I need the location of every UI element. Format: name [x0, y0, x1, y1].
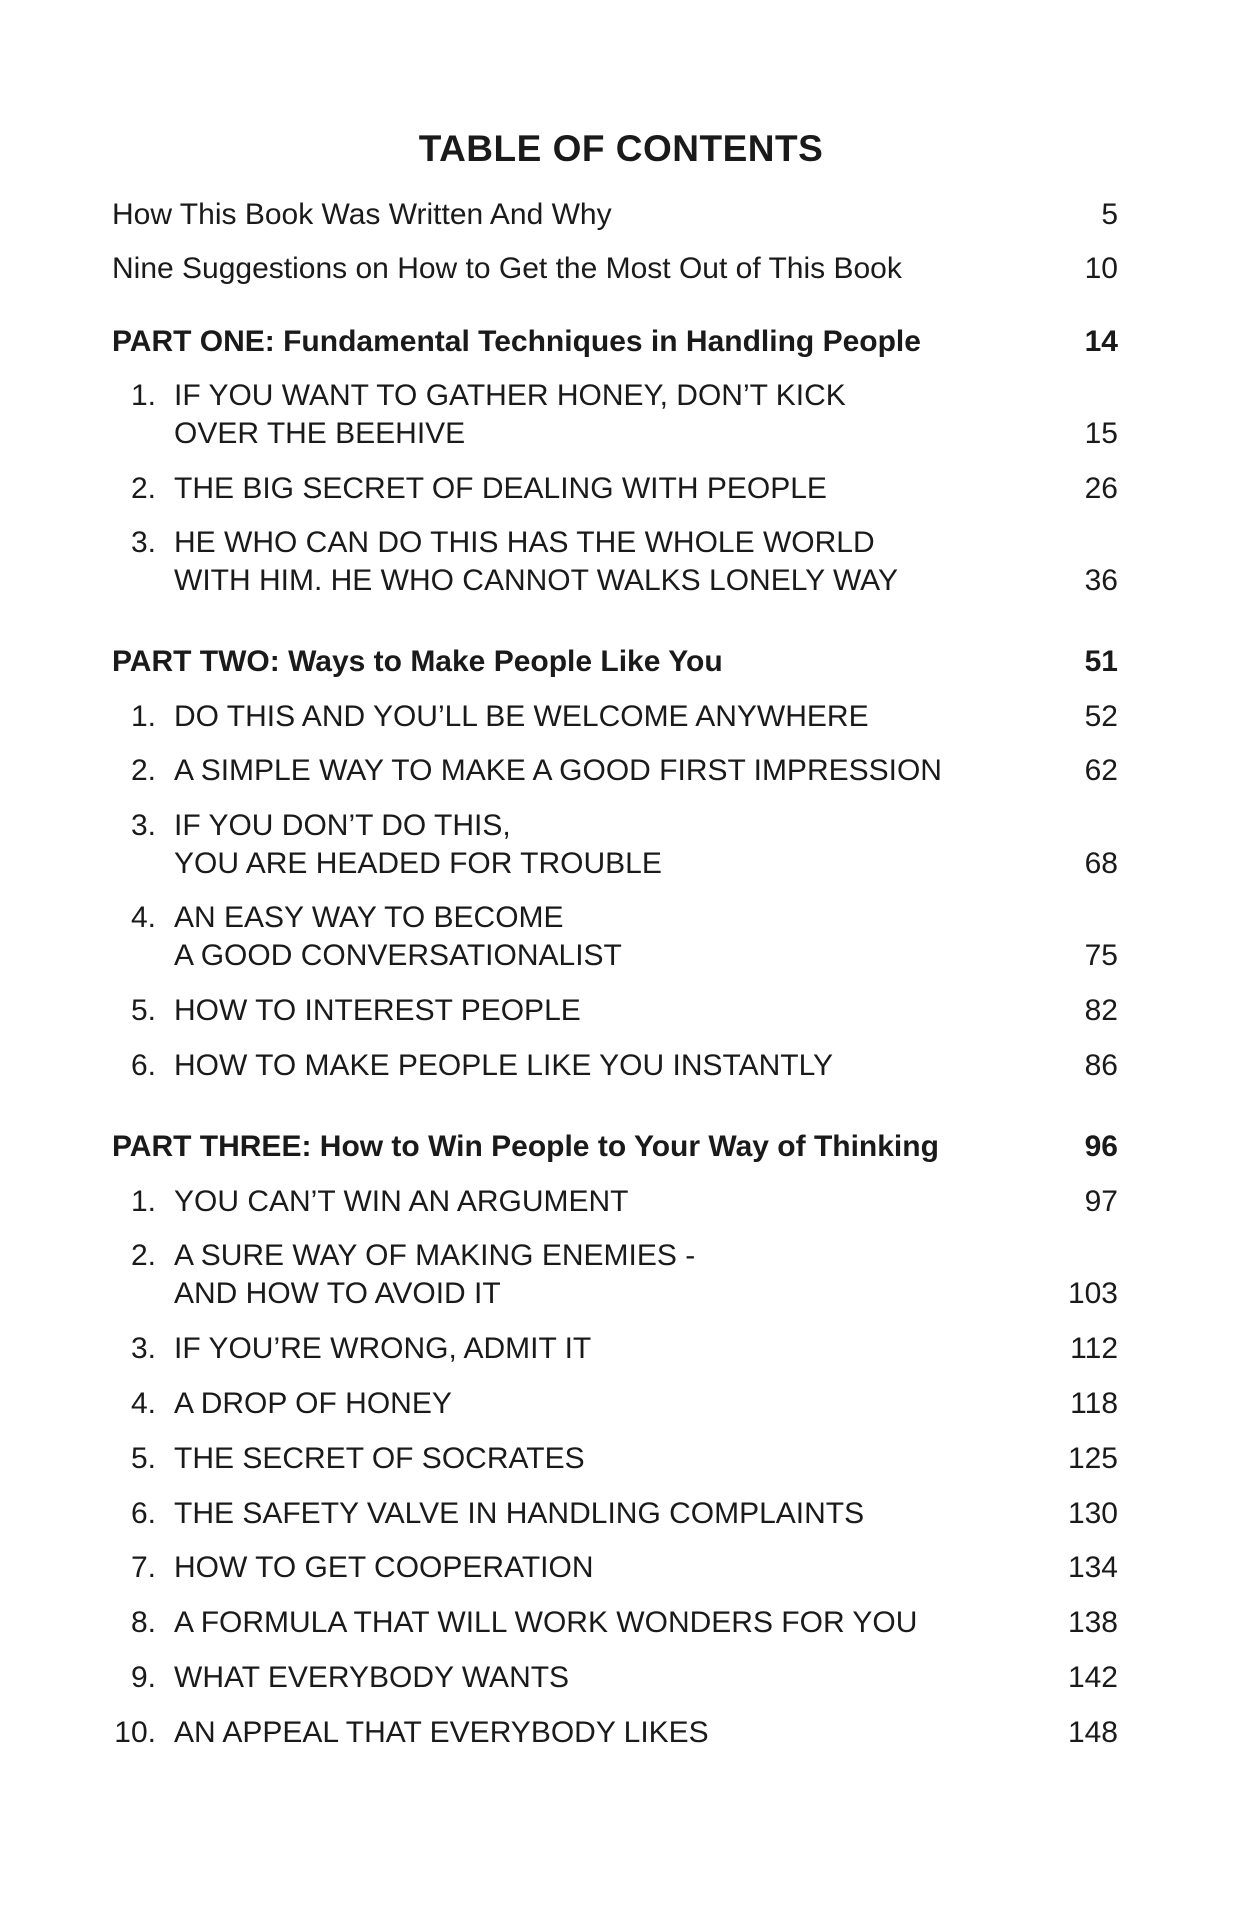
chapter-title-line2: AND HOW TO AVOID IT — [174, 1277, 501, 1310]
toc-chapter[interactable] — [112, 470, 1118, 508]
entry-page: 10 — [1084, 252, 1118, 285]
chapter-number: 8. — [130, 1606, 156, 1639]
toc-chapter[interactable] — [112, 1549, 1118, 1587]
chapter-title: IF YOU WANT TO GATHER HONEY, DON’T KICK — [174, 379, 846, 412]
chapter-title: HOW TO MAKE PEOPLE LIKE YOU INSTANTLY — [174, 1049, 834, 1082]
chapter-number: 3. — [130, 1332, 156, 1365]
chapter-title: A DROP OF HONEY — [174, 1387, 452, 1420]
chapter-page: 52 — [1084, 700, 1118, 733]
chapter-page: 82 — [1084, 994, 1118, 1027]
chapter-number: 1. — [130, 379, 156, 412]
part-label: PART TWO: Ways to Make People Like You — [112, 645, 723, 678]
chapter-page: 130 — [1067, 1497, 1118, 1530]
entry-label: How This Book Was Written And Why — [112, 198, 612, 231]
toc-chapter[interactable] — [112, 1495, 1118, 1533]
toc-chapter[interactable] — [112, 1183, 1118, 1221]
toc-chapter[interactable] — [112, 1385, 1118, 1423]
chapter-page: 118 — [1070, 1387, 1118, 1420]
chapter-page: 134 — [1067, 1551, 1118, 1584]
chapter-number: 3. — [130, 809, 156, 842]
entry-label: Nine Suggestions on How to Get the Most Out of This Book — [112, 252, 902, 285]
chapter-title: WHAT EVERYBODY WANTS — [174, 1661, 570, 1694]
toc-part-two[interactable] — [112, 643, 1118, 681]
toc-chapter[interactable] — [112, 1604, 1118, 1642]
toc-chapter[interactable] — [112, 377, 1118, 453]
chapter-title-line2: OVER THE BEEHIVE — [174, 417, 466, 450]
chapter-title: HE WHO CAN DO THIS HAS THE WHOLE WORLD — [174, 526, 875, 559]
chapter-number: 2. — [130, 1239, 156, 1272]
toc-chapter[interactable] — [112, 1659, 1118, 1697]
chapter-title: YOU CAN’T WIN AN ARGUMENT — [174, 1185, 629, 1218]
chapter-page: 36 — [1084, 564, 1118, 597]
toc-chapter[interactable] — [112, 524, 1118, 600]
part-label: PART ONE: Fundamental Techniques in Handling People — [112, 325, 921, 358]
toc-chapter[interactable] — [112, 1237, 1118, 1313]
chapter-number: 9. — [130, 1661, 156, 1694]
chapter-page: 148 — [1067, 1716, 1118, 1749]
chapter-title: HOW TO GET COOPERATION — [174, 1551, 594, 1584]
chapter-title: A SURE WAY OF MAKING ENEMIES - — [174, 1239, 696, 1272]
part-label: PART THREE: How to Win People to Your Way of Thinking — [112, 1130, 939, 1163]
chapter-page: 62 — [1084, 754, 1118, 787]
chapter-number: 5. — [130, 994, 156, 1027]
toc-chapter[interactable] — [112, 1440, 1118, 1478]
chapter-page: 68 — [1084, 847, 1118, 880]
chapter-number: 1. — [130, 700, 156, 733]
chapter-number: 4. — [130, 901, 156, 934]
part-page: 51 — [1084, 645, 1118, 678]
chapter-number: 2. — [130, 472, 156, 505]
chapter-title: THE SECRET OF SOCRATES — [174, 1442, 585, 1475]
chapter-title: DO THIS AND YOU’LL BE WELCOME ANYWHERE — [174, 700, 869, 733]
toc-chapter[interactable] — [112, 1330, 1118, 1368]
chapter-page: 26 — [1084, 472, 1118, 505]
chapter-number: 10. — [114, 1716, 156, 1749]
toc-part-one[interactable] — [112, 323, 1118, 361]
chapter-title: IF YOU DON’T DO THIS, — [174, 809, 511, 842]
chapter-number: 7. — [130, 1551, 156, 1584]
chapter-title-line2: A GOOD CONVERSATIONALIST — [174, 939, 622, 972]
chapter-page: 125 — [1067, 1442, 1118, 1475]
toc-entry-front[interactable] — [112, 196, 1118, 234]
toc-part-three[interactable] — [112, 1128, 1118, 1166]
chapter-page: 75 — [1084, 939, 1118, 972]
chapter-number: 3. — [130, 526, 156, 559]
toc-chapter[interactable] — [112, 1714, 1118, 1752]
part-page: 96 — [1084, 1130, 1118, 1163]
chapter-page: 97 — [1084, 1185, 1118, 1218]
chapter-title: IF YOU’RE WRONG, ADMIT IT — [174, 1332, 592, 1365]
chapter-number: 6. — [130, 1049, 156, 1082]
chapter-page: 103 — [1067, 1277, 1118, 1310]
chapter-page: 15 — [1084, 417, 1118, 450]
chapter-title: HOW TO INTEREST PEOPLE — [174, 994, 581, 1027]
chapter-page: 142 — [1067, 1661, 1118, 1694]
toc-entry-front[interactable] — [112, 250, 1118, 288]
toc-chapter[interactable] — [112, 992, 1118, 1030]
part-page: 14 — [1084, 325, 1118, 358]
chapter-page: 112 — [1070, 1332, 1118, 1365]
chapter-title-line2: WITH HIM. HE WHO CANNOT WALKS LONELY WAY — [174, 564, 898, 597]
entry-page: 5 — [1101, 198, 1118, 231]
chapter-title: A FORMULA THAT WILL WORK WONDERS FOR YOU — [174, 1606, 918, 1639]
page-title: TABLE OF CONTENTS — [418, 128, 824, 169]
chapter-title: AN APPEAL THAT EVERYBODY LIKES — [174, 1716, 709, 1749]
chapter-number: 2. — [130, 754, 156, 787]
chapter-number: 6. — [130, 1497, 156, 1530]
chapter-title: THE BIG SECRET OF DEALING WITH PEOPLE — [174, 472, 827, 505]
toc-chapter[interactable] — [112, 698, 1118, 736]
chapter-number: 1. — [130, 1185, 156, 1218]
toc-chapter[interactable] — [112, 807, 1118, 883]
chapter-number: 4. — [130, 1387, 156, 1420]
toc-chapter[interactable] — [112, 899, 1118, 975]
chapter-page: 138 — [1067, 1606, 1118, 1639]
chapter-title: A SIMPLE WAY TO MAKE A GOOD FIRST IMPRESSION — [174, 754, 942, 787]
toc-chapter[interactable] — [112, 752, 1118, 790]
chapter-title: THE SAFETY VALVE IN HANDLING COMPLAINTS — [174, 1497, 865, 1530]
chapter-number: 5. — [130, 1442, 156, 1475]
chapter-title-line2: YOU ARE HEADED FOR TROUBLE — [174, 847, 662, 880]
toc-chapter[interactable] — [112, 1047, 1118, 1085]
chapter-title: AN EASY WAY TO BECOME — [174, 901, 564, 934]
chapter-page: 86 — [1084, 1049, 1118, 1082]
